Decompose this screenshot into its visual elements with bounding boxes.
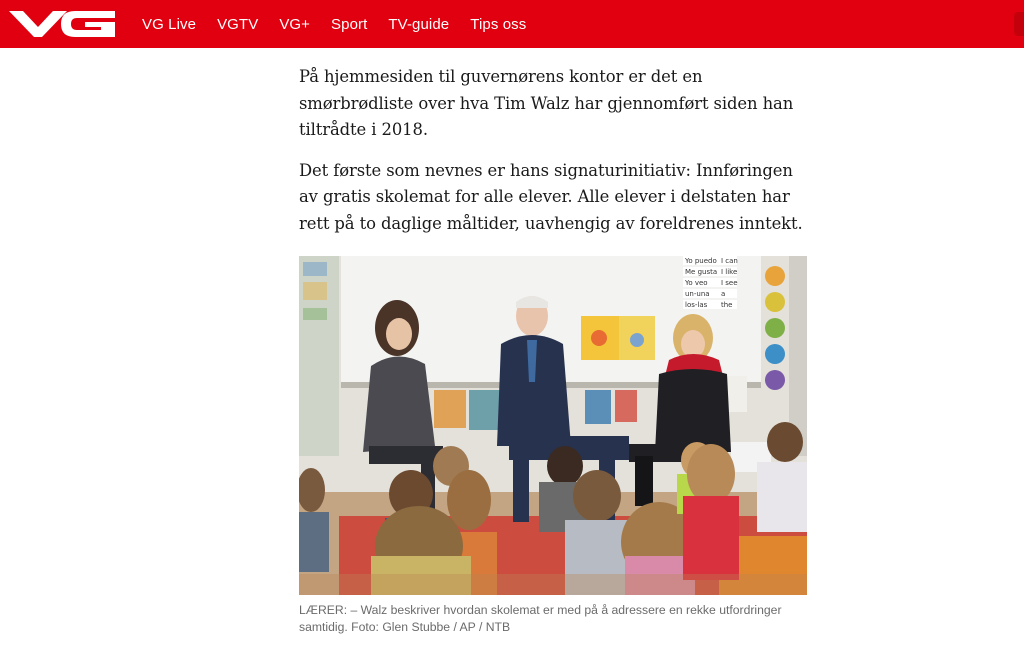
nav-item-vg-plus[interactable]: VG+ <box>279 15 311 33</box>
vg-logo[interactable] <box>9 11 115 37</box>
board-word: the <box>721 301 733 309</box>
board-word: un-una <box>685 290 710 298</box>
article-paragraph: Det første som nevnes er hans signaturinitiativ: Innføringen av gratis skolemat for alle elever. Alle elever i delstaten har rett på to daglige måltider, uavhengig av foreldrenes inntekt. <box>299 160 803 233</box>
board-word: a <box>721 290 726 298</box>
board-word: Yo puedo <box>685 257 717 265</box>
menu-button[interactable] <box>1014 12 1024 36</box>
board-word: los-las <box>685 301 708 309</box>
board-word: I see <box>721 279 738 287</box>
article-paragraph: På hjemmesiden til guvernørens kontor er det en smørbrødliste over hva Tim Walz har gjennomført siden han tiltrådte i 2018. <box>299 67 794 139</box>
main-nav <box>142 0 526 48</box>
nav-item-sport[interactable]: Sport <box>331 15 368 33</box>
board-word: Yo veo <box>685 279 708 287</box>
nav-item-vgtv[interactable]: VGTV <box>217 15 259 33</box>
top-navigation-bar <box>0 0 1024 48</box>
nav-item-tv-guide[interactable]: TV-guide <box>388 15 450 33</box>
article-photo <box>299 256 807 595</box>
board-word: Me gusta <box>685 268 718 276</box>
article-body <box>299 64 811 237</box>
nav-item-tips-oss[interactable]: Tips oss <box>470 15 527 33</box>
board-word: I like <box>721 268 738 276</box>
photo-caption: LÆRER: – Walz beskriver hvordan skolemat er med på å adressere en rekke utfordringer samtidig. Foto: Glen Stubbe / AP / NTB <box>299 603 782 634</box>
classroom-photo-illustration <box>299 256 807 595</box>
nav-item-vg-live[interactable]: VG Live <box>142 15 197 33</box>
word-cards <box>683 256 738 309</box>
board-word: I can <box>721 257 738 265</box>
